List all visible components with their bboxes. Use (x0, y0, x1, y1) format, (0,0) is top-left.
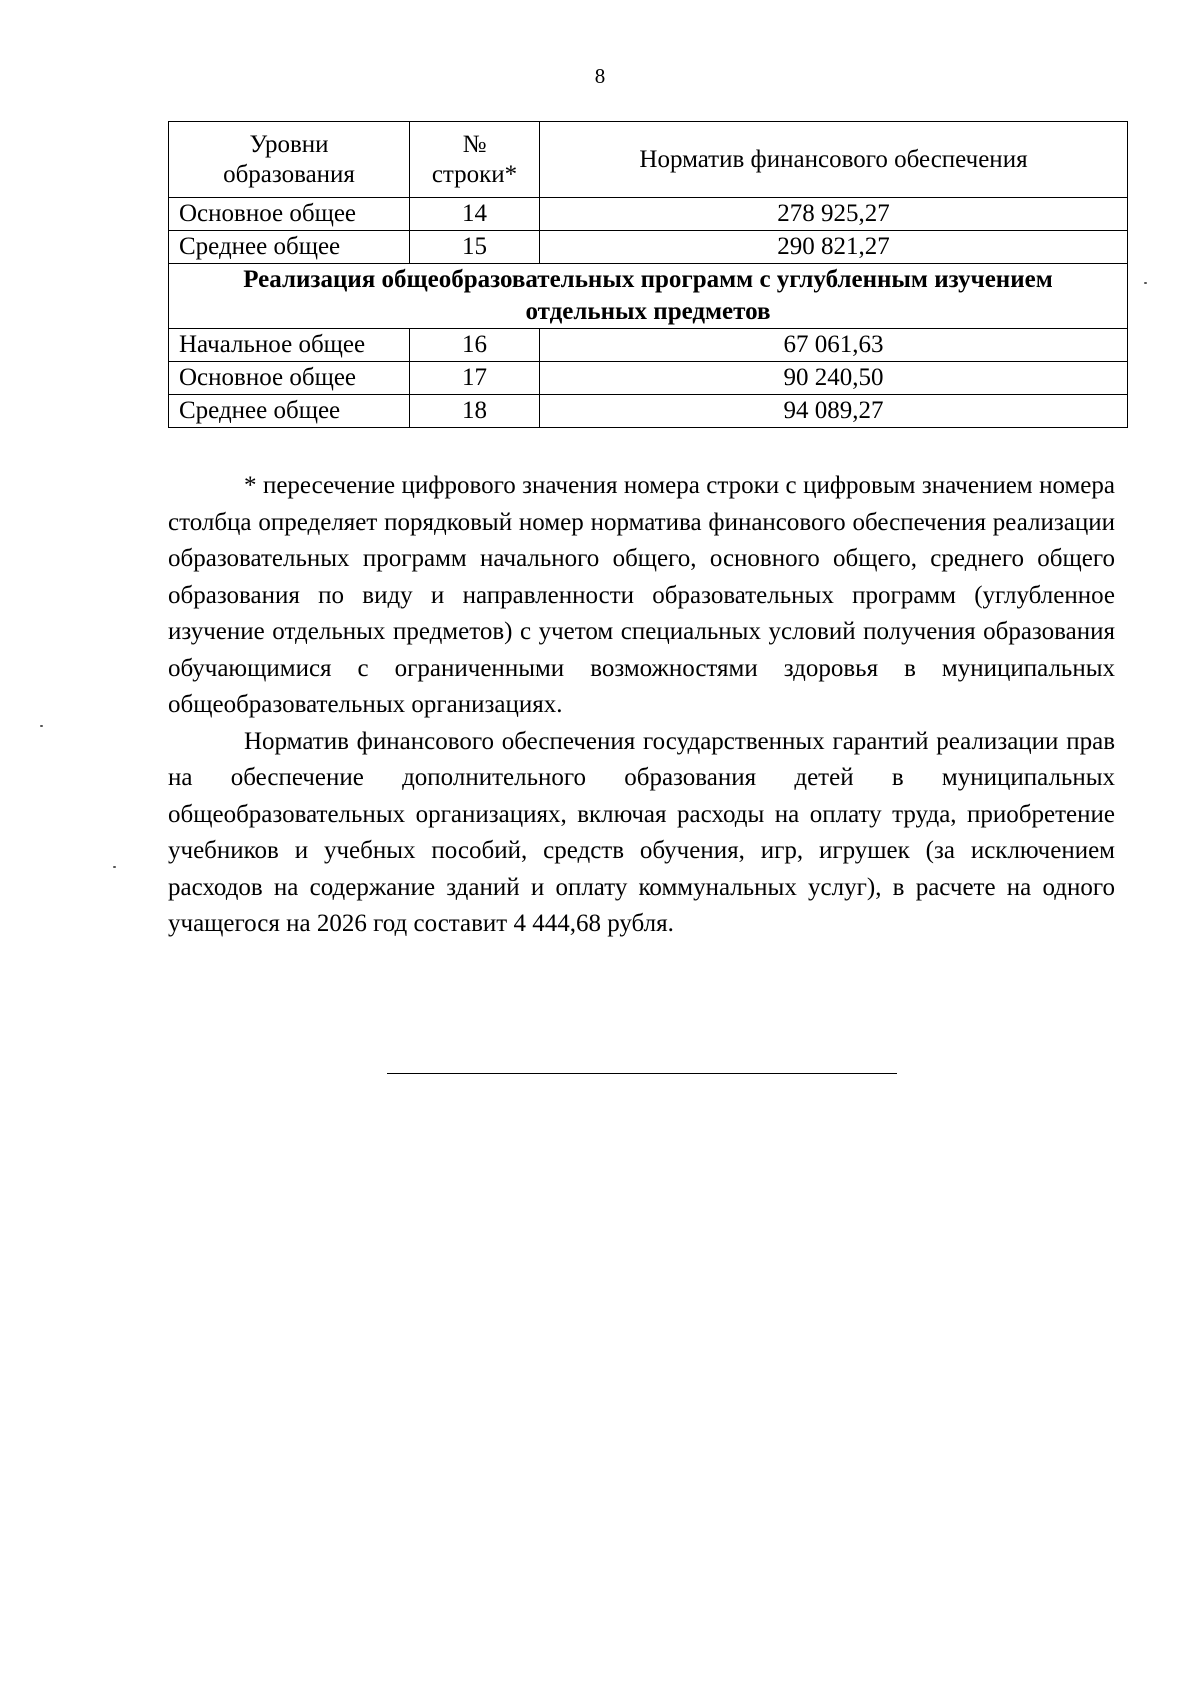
scan-speck (40, 725, 43, 727)
cell-row-number: 15 (410, 231, 540, 264)
cell-row-number: 17 (410, 362, 540, 395)
cell-norm-value: 67 061,63 (540, 329, 1128, 362)
header-num-line1: № (462, 130, 487, 158)
cell-norm-value: 278 925,27 (540, 198, 1128, 231)
cell-level: Среднее общее (169, 231, 410, 264)
cell-row-number: 16 (410, 329, 540, 362)
scan-speck (113, 866, 116, 868)
table-section-row (169, 264, 1128, 329)
cell-level: Основное общее (169, 198, 410, 231)
footnote-paragraph: * пересечение цифрового значения номера строки с цифровым значением номера столбца определяет порядковый номер норматива финансового обеспечения реализации образовательных программ начального общего, основного общего, среднего общего образования по виду и направленности образовательных программ (углубленное изучение отдельных предметов) с учетом специальных условий получения образования обучающимися с ограниченными возможностями здоровья в муниципальных общеобразовательных организациях. (168, 472, 1115, 718)
section-heading-line2: отдельных предметов (525, 298, 771, 325)
table-row (169, 198, 1128, 231)
header-norm-value: Норматив финансового обеспечения (540, 122, 1128, 198)
cell-row-number: 18 (410, 395, 540, 428)
financing-norms-table (168, 121, 1128, 428)
cell-norm-value: 90 240,50 (540, 362, 1128, 395)
page-number: 8 (594, 64, 606, 88)
cell-level: Начальное общее (169, 329, 410, 362)
table-header-row (169, 122, 1128, 198)
table-row (169, 329, 1128, 362)
section-heading-line1: Реализация общеобразовательных программ с углубленным изучением (243, 266, 1053, 293)
header-row-number (410, 122, 540, 198)
header-level-line2: образования (223, 160, 355, 188)
table-row (169, 395, 1128, 428)
cell-norm-value: 290 821,27 (540, 231, 1128, 264)
cell-norm-value: 94 089,27 (540, 395, 1128, 428)
body-text (168, 468, 1115, 943)
scan-speck (1144, 282, 1147, 284)
cell-level: Среднее общее (169, 395, 410, 428)
header-level-line1: Уровни (249, 130, 329, 158)
section-heading (169, 264, 1128, 329)
header-education-level (169, 122, 410, 198)
cell-level: Основное общее (169, 362, 410, 395)
header-num-line2: строки* (431, 160, 518, 188)
closing-rule (387, 1073, 897, 1074)
additional-education-paragraph: Норматив финансового обеспечения государственных гарантий реализации прав на обеспечение дополнительного образования детей в муниципальных общеобразовательных организациях, включая расходы на оплату труда, приобретение учебников и учебных пособий, средств обучения, игр, игрушек (за исключением расходов на содержание зданий и оплату коммунальных услуг), в расчете на одного учащегося на 2026 год составит 4 444,68 рубля. (168, 727, 1115, 937)
table-row (169, 231, 1128, 264)
cell-row-number: 14 (410, 198, 540, 231)
table-row (169, 362, 1128, 395)
